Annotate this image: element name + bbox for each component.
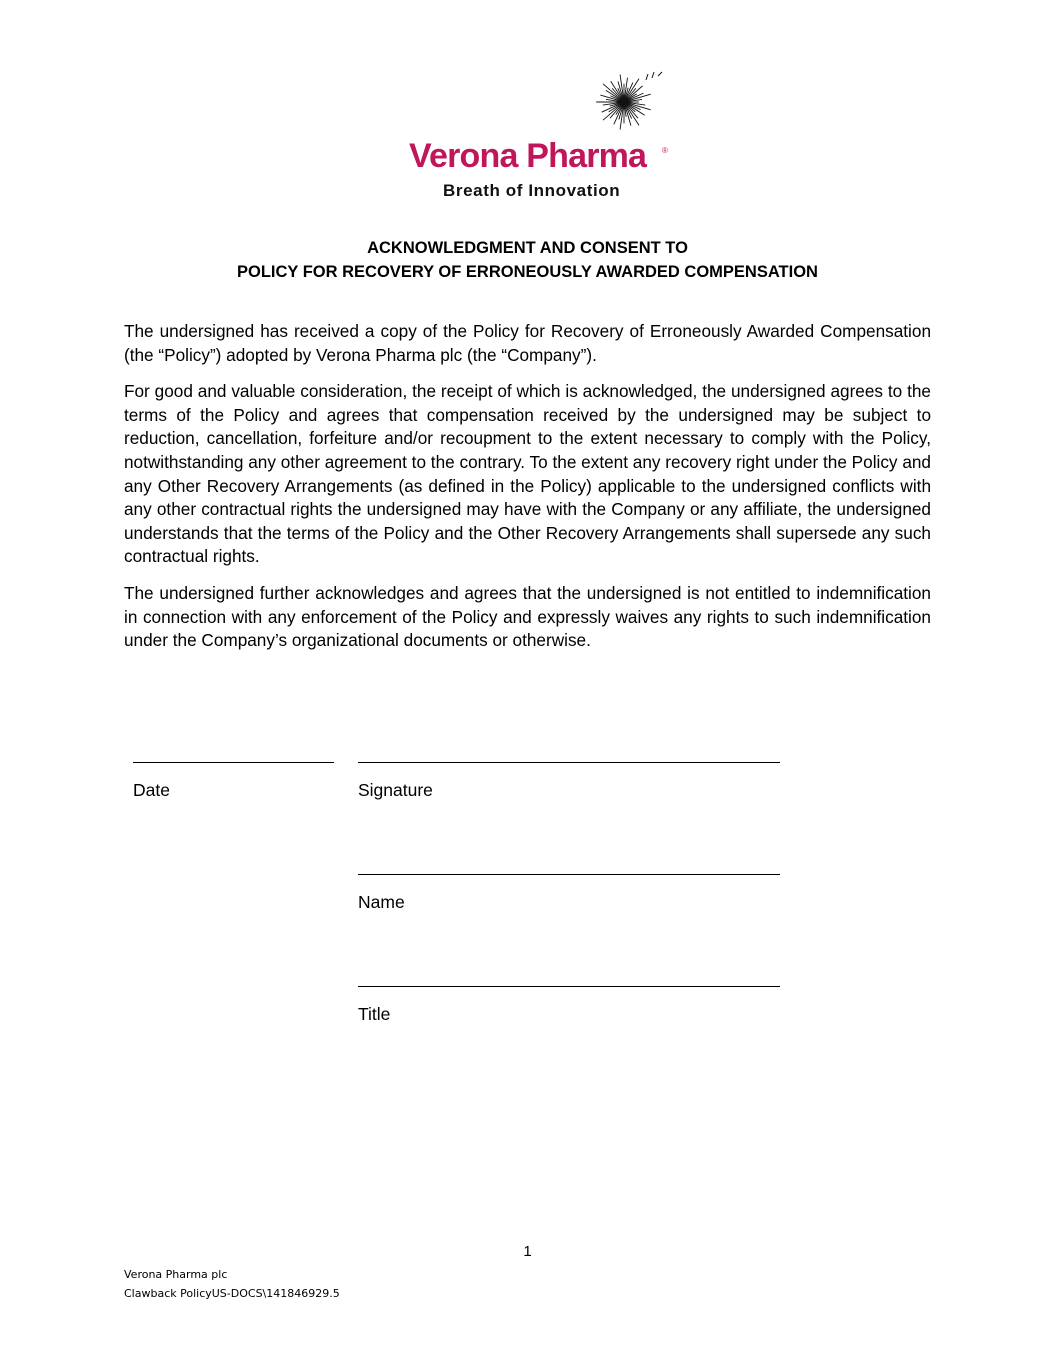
starburst-logo-icon [590,68,670,138]
name-label: Name [358,892,405,912]
date-label: Date [133,780,170,800]
title-line[interactable] [358,986,780,987]
footer-company: Verona Pharma plc [124,1268,228,1281]
document-title-line-2: POLICY FOR RECOVERY OF ERRONEOUSLY AWARDED COMPENSATION [237,263,818,281]
paragraph-consent: For good and valuable consideration, the receipt of which is acknowledged, the undersigned agrees to the terms of the Policy and agrees that compensation received by the undersigned may be subject to reduction, cancellation, forfeiture and/or recoupment to the extent necessary to comply with the Policy, notwithstanding any other agreement to the contrary. To the extent any recovery right under the Policy and any Other Recovery Arrangements (as defined in the Policy) applicable to the undersigned conflicts with any other contractual rights the undersigned may have with the Company or any affiliate, the undersigned understands that the terms of the Policy and the Other Recovery Arrangements shall supersede any such contractual rights. [124,381,931,567]
title-label: Title [358,1004,391,1024]
paragraph-receipt: The undersigned has received a copy of the Policy for Recovery of Erroneously Awarded Compensation (the “Policy”) adopted by Verona Pharma plc (the “Company”). [124,321,931,365]
name-line[interactable] [358,874,780,875]
registered-mark: ® [662,146,668,155]
document-body [124,320,931,666]
footer-doc-id: Clawback PolicyUS-DOCS\141846929.5 [124,1287,340,1300]
brand-name: Verona Pharma [409,137,647,175]
date-line[interactable] [133,762,334,763]
page-number: 1 [523,1243,532,1260]
paragraph-indemnification: The undersigned further acknowledges and agrees that the undersigned is not entitled to indemnification in connection with any enforcement of the Policy and expressly waives any rights to such indemnification under the Company’s organizational documents or otherwise. [124,582,931,651]
signature-label: Signature [358,780,433,800]
brand-tagline: Breath of Innovation [443,181,621,200]
company-logo [400,62,690,207]
document-title-line-1: ACKNOWLEDGMENT AND CONSENT TO [367,239,688,257]
signature-line[interactable] [358,762,780,763]
